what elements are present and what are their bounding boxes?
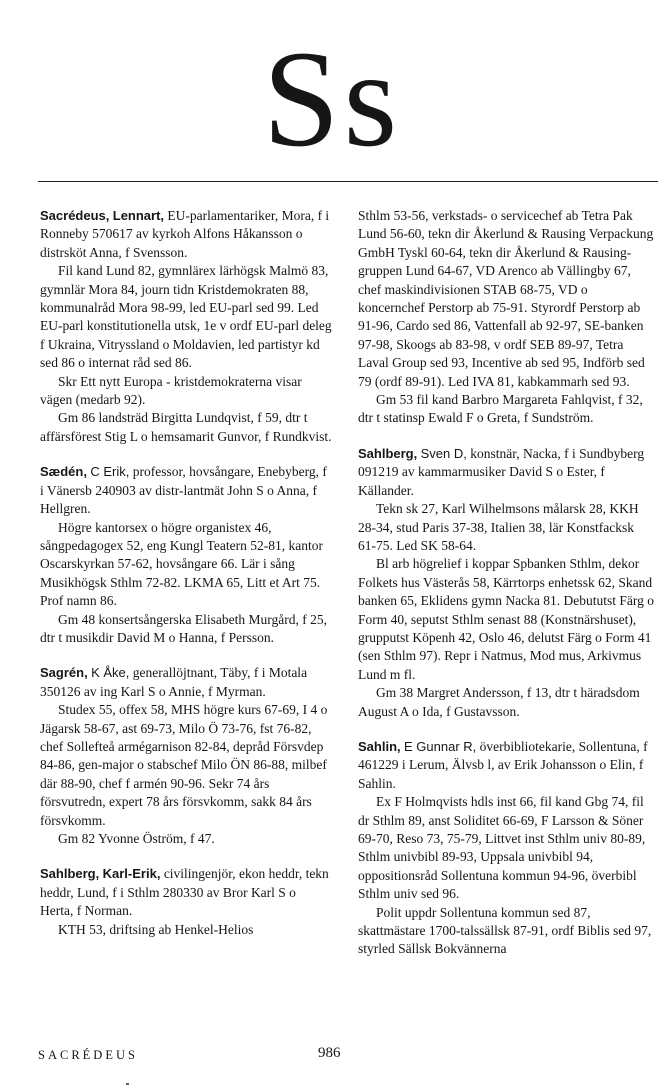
left-column xyxy=(40,207,332,956)
entry-paragraph: Sthlm 53-56, verkstads- o servicechef ab Tetra Pak Lund 56-60, tekn dir Åkerlund & Rausing Verpackung GmbH Tyskl 60-64, tekn dir Åkerlund & Rausing-gruppen Lund 64-67, VD Arenco ab Vällingby 67, chef maskindivisionen STAB 68-75, VD o koncernchef Perstorp ab 75-91. Styrordf Perstorp ab 91-96, Cardo sed 86, Vattenfall ab 92-97, SE-banken 97-98, Skoogs ab 83-98, v ordf SEB 89-97, Tetra Laval Group sed 93, Incentive ab sed 95, Indförb sed 79 (ordf 89-91). Led IVA 81, kabkammarh sed 93. xyxy=(358,208,654,389)
entry-sahlin xyxy=(358,738,654,959)
entry-text: konstnär, Nacka, f i Sundbyberg 091219 av kammarmusiker David S o Ester, f Källander. xyxy=(358,445,645,498)
entry-surname: Sahlin, xyxy=(358,738,401,754)
entry-sacredeus xyxy=(40,207,332,446)
entry-paragraph: Polit uppdr Sollentuna kommun sed 87, skattmästare 1700-talssällsk 87-91, ordf Biblis sed 97, styrled Sällsk Bokvännerna xyxy=(358,904,652,957)
entry-paragraph: Gm 53 fil kand Barbro Margareta Fahlqvist, f 32, dtr t statinsp Ewald F o Greta, f Sundström. xyxy=(358,392,643,426)
entry-paragraph: Gm 48 konsertsångerska Elisabeth Murgård, f 25, dtr t musikdir David M o Hanna, f Persson. xyxy=(40,611,327,645)
entry-given-name: E Gunnar R, xyxy=(404,738,477,754)
entry-text: EU-parlamentariker, Mora, f i Ronneby 570617 av kyrkoh Alfons Håkansson o distrsköt Anna, f Svensson. xyxy=(40,208,330,260)
entry-paragraph: Studex 55, offex 58, MHS högre kurs 67-69, I 4 o Jägarsk 58-67, ast 69-73, Milo Ö 73-76, fst 76-82, chef Sollefteå armégarnison 82-84, depråd Försvdep 84-86, gen-major o stabschef Milo ÖN 86-88, milbef där 88-90, chef f armén 90-96. Sekr 74 års försvutredn, expert 78 års försvkomm, sakk 84 års försvkomm. xyxy=(40,702,328,828)
entry-surname: Sædén, xyxy=(40,464,87,480)
entry-paragraph: Gm 86 landsträd Birgitta Lundqvist, f 59, dtr t affärsförest Stig L o hemsamarit Gunvor, f Rundkvist. xyxy=(40,410,332,444)
entry-paragraph: Tekn sk 27, Karl Wilhelmsons målarsk 28, KKH 28-34, stud Paris 37-38, Italien 38, lär Konstfacksk 61-75. Led SK 58-64. xyxy=(358,501,639,553)
entry-paragraph: Gm 38 Margret Andersson, f 13, dtr t häradsdom August A o Ida, f Gustavsson. xyxy=(358,685,640,719)
entry-text: professor, hovsångare, Enebyberg, f i Vänersb 240903 av distr-lantmät John S o Anna, f Hellgren. xyxy=(40,464,327,517)
right-column xyxy=(358,207,654,976)
entry-surname: Sahlberg, xyxy=(358,445,418,461)
entry-paragraph: Gm 82 Yvonne Öström, f 47. xyxy=(58,831,215,846)
entry-given-name: K Åke, xyxy=(91,665,130,681)
entry-given-name: Sven D, xyxy=(420,445,467,461)
entry-paragraph: Fil kand Lund 82, gymnlärex lärhögsk Malmö 83, gymnlär Mora 84, journ tidn Kristdemokraten 88, kommunalråd Mora 98-99, led EU-parl sed 99. Led EU-parl konstitutionella utsk, 1e v ordf EU-parl deleg f Ukraina, Vitryssland o Moldavien, led partistyr kd sed 86 o internat råd sed 86. xyxy=(40,263,332,371)
entry-sahlberg-sven xyxy=(358,445,654,721)
entry-surname: Sahlberg, xyxy=(40,866,100,882)
entry-paragraph: Ex F Holmqvists hdls inst 66, fil kand Gbg 74, fil dr Sthlm 89, anst Soliditet 66-69, F Larsson & Söner 69-70, Reso 73, 75-79, Littvet inst Sthlm univ 80-89, Sthlm univbibl 89-93, Uppsala univbibl 94, oppositionsråd Sollentuna kommun 94-96, överbibl Sthlm univ sed 96. xyxy=(358,794,646,902)
entry-sagren xyxy=(40,664,332,848)
entry-given-name: Karl-Erik, xyxy=(102,866,161,882)
entry-paragraph: Skr Ett nytt Europa - kristdemokraterna visar vägen (medarb 92). xyxy=(40,373,302,408)
entry-surname: Sagrén, xyxy=(40,665,88,681)
entry-given-name: C Erik, xyxy=(90,464,130,480)
header-rule xyxy=(38,181,658,182)
entry-paragraph: KTH 53, driftsing ab Henkel-Helios xyxy=(58,921,254,937)
scan-mark xyxy=(126,1083,129,1085)
entry-text: civilingenjör, ekon heddr, tekn heddr, Lund, f i Sthlm 280330 av Bror Karl S o Herta, f Norman. xyxy=(40,866,329,919)
entry-paragraph: Högre kantorsex o högre organistex 46, sångpedagogex 52, eng Kungl Teatern 52-81, kantor Oscarskyrkan 57-62, hovsångare 66. Lär i sång Musikhögsk Sthlm 72-82. LKMA 65, Litt et Art 75. Prof namn 86. xyxy=(40,519,323,609)
entry-paragraph: Bl arb högrelief i koppar Spbanken Sthlm, dekor Folkets hus Västerås 58, Kärrtorps enhetssk 62, Skand banken 65, Eklidens gymn Nacka 81. Debututst Färg o Form 40, seputst Sthlm senast 88 (Konstnärshuset), grupputst Köpenh 42, Oslo 46, delutst Färg o Form 41 (sen Sthlm 97). Repr i Natmus, Mod mus, Arkivmus Lund m fl. xyxy=(358,556,654,682)
running-head: SACRÉDEUS xyxy=(38,1048,138,1062)
entry-text: överbibliotekarie, Sollentuna, f 461229 i Lerum, Älvsb l, av Erik Johansson o Elin, f Sahlin. xyxy=(358,738,648,791)
entry-surname: Sacrédeus, xyxy=(40,208,110,223)
page-number: 986 xyxy=(318,1045,341,1061)
entry-sahlberg-karl-erik xyxy=(40,865,332,939)
section-letters: Ss xyxy=(262,22,402,175)
entry-given-name: Lennart, xyxy=(112,208,165,223)
entry-sahlberg-karl-erik-continued xyxy=(358,207,654,428)
entry-saeden xyxy=(40,463,332,647)
entry-text: generallöjtnant, Täby, f i Motala 350126 av ing Karl S o Annie, f Myrman. xyxy=(40,665,308,699)
